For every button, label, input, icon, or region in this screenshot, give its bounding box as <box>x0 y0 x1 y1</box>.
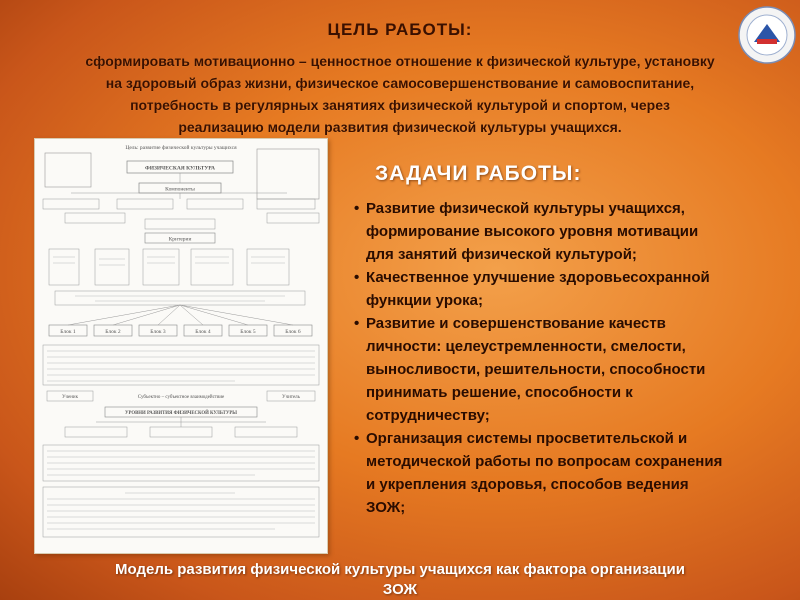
goal-line: потребность в регулярных занятиях физической культурой и спортом, через <box>130 97 670 113</box>
diagram-main-box: ФИЗИЧЕСКАЯ КУЛЬТУРА <box>144 165 216 172</box>
task-item <box>352 427 792 519</box>
caption-line: Модель развития физической культуры учащихся как фактора организации <box>115 561 685 578</box>
bullet-icon: • <box>354 430 360 447</box>
bullet-icon: • <box>354 200 360 217</box>
diagram-block-label: Блок 1 <box>60 329 76 335</box>
diagram-connector <box>180 305 203 325</box>
task-line: сотрудничеству; <box>366 407 490 424</box>
task-line: методической работы по вопросам сохранения <box>366 453 723 470</box>
task-line: Развитие физической культуры учащихся, <box>366 200 685 217</box>
task-line: Качественное улучшение здоровьесохранной <box>366 269 710 286</box>
task-line: принимать решение, способности к <box>366 384 633 401</box>
diagram-block-label: Блок 2 <box>105 329 121 335</box>
diagram-levels: УРОВНИ РАЗВИТИЯ ФИЗИЧЕСКОЙ КУЛЬТУРЫ <box>124 411 238 416</box>
goal-line: реализацию модели развития физической культуры учащихся. <box>178 119 622 135</box>
tasks-list <box>352 197 792 519</box>
diagram-title: Цель: развитие физической культуры учащихся <box>125 145 237 151</box>
diagram-caption <box>0 560 800 600</box>
school-logo-icon <box>738 6 796 64</box>
diagram-criteria: Критерии <box>168 236 192 243</box>
caption-line: ЗОЖ <box>382 581 418 598</box>
task-line: ЗОЖ; <box>366 499 406 516</box>
bullet-icon: • <box>354 315 360 332</box>
task-line: для занятий физической культурой; <box>366 246 637 263</box>
tasks-title: ЗАДАЧИ РАБОТЫ: <box>375 162 582 185</box>
task-line: Организация системы просветительской и <box>366 430 688 447</box>
task-line: Развитие и совершенствование качеств <box>366 315 666 332</box>
goal-title: ЦЕЛЬ РАБОТЫ: <box>327 20 473 39</box>
task-line: функции урока; <box>366 292 483 309</box>
diagram-components: Компоненты <box>165 186 195 193</box>
diagram-interaction: Субъектно – субъектное взаимодействие <box>137 395 225 400</box>
task-item <box>352 266 792 312</box>
diagram-block-label: Блок 6 <box>285 329 301 335</box>
task-line: выносливости, решительности, способности <box>366 361 706 378</box>
task-line: формирование высокого уровня мотивации <box>366 223 699 240</box>
goal-text <box>30 50 770 138</box>
diagram-student: Ученик <box>61 395 79 400</box>
diagram-block-label: Блок 4 <box>195 329 211 335</box>
goal-line: на здоровый образ жизни, физическое самосовершенствование и самовоспитание, <box>105 75 695 91</box>
model-diagram-image <box>34 138 328 554</box>
diagram-block-label: Блок 5 <box>240 329 256 335</box>
diagram-connector <box>68 305 180 325</box>
task-item <box>352 312 792 427</box>
task-line: и укрепления здоровья, способов ведения <box>366 476 689 493</box>
diagram-teacher: Учитель <box>282 395 300 400</box>
bullet-icon: • <box>354 269 360 286</box>
task-item <box>352 197 792 266</box>
diagram-connector <box>158 305 180 325</box>
diagram-connector <box>180 305 293 325</box>
goal-line: сформировать мотивационно – ценностное отношение к физической культуре, установку <box>85 53 715 69</box>
task-line: личности: целеустремленности, смелости, <box>366 338 686 355</box>
diagram-block-label: Блок 3 <box>150 329 166 335</box>
